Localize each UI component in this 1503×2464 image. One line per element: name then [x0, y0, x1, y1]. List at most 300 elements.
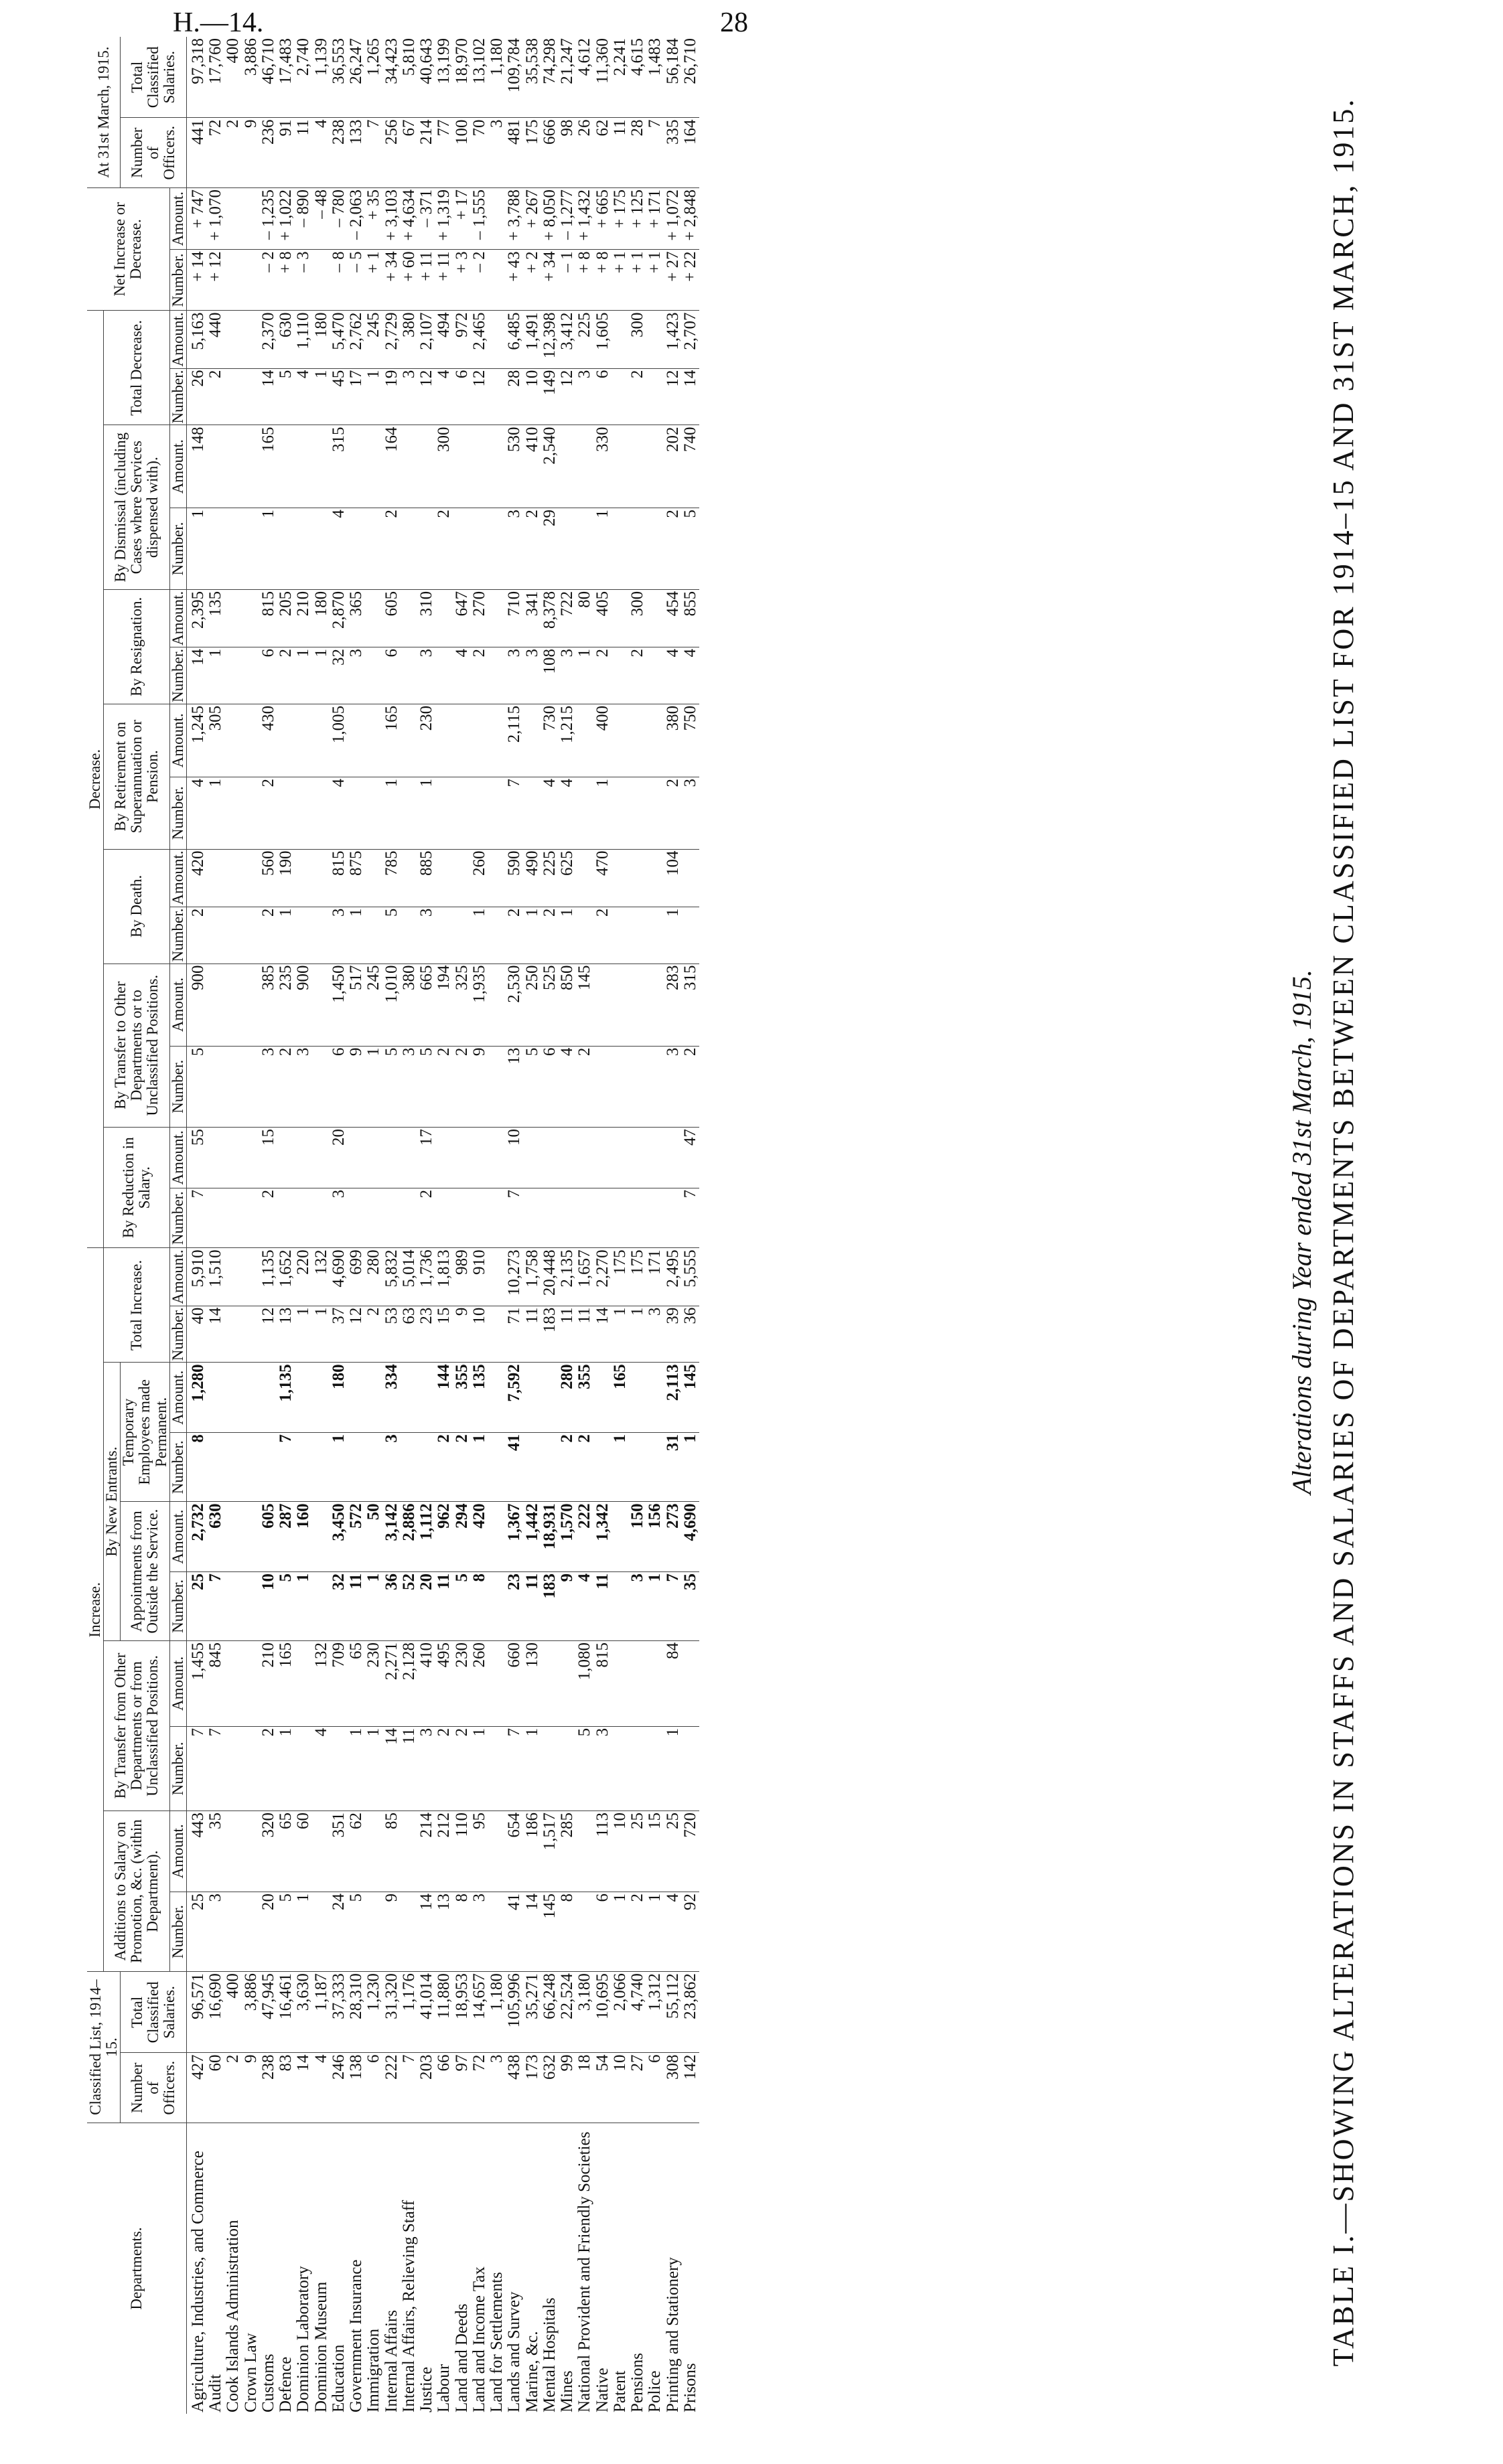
table-cell — [277, 1127, 295, 1188]
department-name: Defence — [277, 2356, 295, 2412]
table-cell — [646, 368, 664, 425]
table-cell — [629, 1726, 646, 1811]
table-row — [365, 37, 382, 2414]
table-cell: 590 — [506, 849, 523, 907]
table-cell — [629, 1188, 646, 1248]
table-cell: 1 — [277, 907, 295, 964]
table-cell — [612, 1046, 629, 1127]
table-cell — [682, 1641, 699, 1727]
table-cell: 2 — [541, 907, 559, 964]
table-row — [559, 37, 576, 2414]
table-cell — [242, 1127, 260, 1188]
table-cell: 214 — [418, 1811, 435, 1892]
table-cell: 2,066 — [612, 1972, 629, 2053]
table-cell — [612, 849, 629, 907]
table-cell: 3 — [488, 2053, 506, 2123]
table-cell — [295, 508, 312, 590]
table-cell: 885 — [418, 849, 435, 907]
table-cell: 230 — [365, 1641, 382, 1727]
table-cell — [295, 777, 312, 850]
table-cell: 1 — [576, 647, 593, 704]
table-cell: 37 — [330, 1306, 348, 1363]
table-cell — [224, 1306, 242, 1363]
table-cell — [435, 1188, 453, 1248]
table-cell: 62 — [594, 118, 612, 188]
table-cell: + 35 — [365, 187, 382, 249]
table-cell — [453, 907, 471, 964]
table-cell — [629, 1046, 646, 1127]
table-cell: 36 — [383, 1571, 401, 1640]
table-cell — [224, 425, 242, 508]
table-cell: 26,710 — [682, 37, 699, 118]
table-cell — [629, 907, 646, 964]
table-cell: 1,455 — [186, 1641, 207, 1727]
table-cell: 14,657 — [471, 1972, 488, 2053]
table-cell: 17 — [418, 1127, 435, 1188]
table-cell: 440 — [207, 311, 224, 368]
table-cell: 1 — [664, 1726, 682, 1811]
table-cell: 1,180 — [488, 1972, 506, 2053]
col-amount-4: Amount. — [169, 1248, 186, 1306]
table-title: TABLE I.—SHOWING ALTERATIONS IN STAFFS AND SALARIES OF DEPARTMENTS BETWEEN CLASSIFIED LIST FOR 1914–15 AND 31ST MARCH, 1915. — [1327, 97, 1360, 2367]
table-cell — [576, 1188, 593, 1248]
table-cell: 9 — [453, 1306, 471, 1363]
table-cell: 1 — [383, 777, 401, 850]
table-cell — [629, 704, 646, 777]
table-cell: 12 — [664, 368, 682, 425]
table-cell — [224, 1726, 242, 1811]
table-cell: 1 — [664, 907, 682, 964]
table-cell: + 1 — [365, 250, 382, 311]
table-cell — [242, 777, 260, 850]
table-cell — [242, 311, 260, 368]
table-cell: 7 — [646, 118, 664, 188]
department-name: Land and Deeds — [452, 2303, 471, 2412]
table-cell: 15 — [260, 1127, 277, 1188]
table-cell — [313, 1188, 330, 1248]
table-cell: – 2 — [471, 250, 488, 311]
table-cell: 1,605 — [594, 311, 612, 368]
table-cell — [313, 425, 330, 508]
table-cell: 7 — [506, 1188, 523, 1248]
col-amount-10: Amount. — [169, 425, 186, 508]
table-cell — [313, 907, 330, 964]
table-cell: 2 — [418, 1188, 435, 1248]
table-cell: 16,461 — [277, 1972, 295, 2053]
table-cell — [435, 907, 453, 964]
col-number-8: Number. — [169, 777, 186, 850]
table-cell: 325 — [453, 964, 471, 1046]
table-cell — [295, 907, 312, 964]
table-cell: 4 — [541, 777, 559, 850]
table-cell: 3 — [295, 1046, 312, 1127]
table-cell — [488, 1306, 506, 1363]
table-cell: 10,273 — [506, 1248, 523, 1306]
table-cell — [365, 647, 382, 704]
table-cell: + 665 — [594, 187, 612, 249]
table-cell: 1,813 — [435, 1248, 453, 1306]
table-cell — [207, 1188, 224, 1248]
table-cell: 135 — [207, 589, 224, 647]
table-cell: 1 — [612, 1306, 629, 1363]
table-cell — [401, 1892, 418, 1971]
col-new-entrants: By New Entrants. — [104, 1363, 121, 1641]
table-cell — [559, 1641, 576, 1727]
table-cell: + 267 — [524, 187, 541, 249]
table-cell — [646, 1363, 664, 1433]
table-cell: 3 — [646, 1306, 664, 1363]
table-cell: 2 — [383, 508, 401, 590]
table-cell: 25 — [186, 1571, 207, 1640]
table-cell: 41,014 — [418, 1972, 435, 2053]
table-cell — [471, 1188, 488, 1248]
table-cell: 5,910 — [186, 1248, 207, 1306]
table-cell — [224, 1127, 242, 1188]
table-cell: 1 — [629, 1306, 646, 1363]
table-cell: 230 — [453, 1641, 471, 1727]
table-cell — [224, 1188, 242, 1248]
table-cell: 1,280 — [186, 1363, 207, 1433]
table-cell — [224, 1363, 242, 1433]
table-cell — [629, 1433, 646, 1502]
table-cell: 53 — [383, 1306, 401, 1363]
table-cell — [576, 508, 593, 590]
table-cell — [207, 1046, 224, 1127]
table-cell: 1,758 — [524, 1248, 541, 1306]
table-cell: 165 — [260, 425, 277, 508]
table-cell: 35 — [207, 1811, 224, 1892]
col-amount-9: Amount. — [169, 589, 186, 647]
table-cell: 320 — [260, 1811, 277, 1892]
table-cell: 26,247 — [348, 37, 365, 118]
table-cell: 23 — [418, 1306, 435, 1363]
table-cell: 1 — [365, 1046, 382, 1127]
table-cell — [277, 425, 295, 508]
department-name: Prisons — [681, 2363, 699, 2412]
department-name: Dominion Laboratory — [294, 2266, 313, 2412]
table-cell: 647 — [453, 589, 471, 647]
table-cell: 133 — [348, 118, 365, 188]
table-cell: 315 — [330, 425, 348, 508]
table-cell: 55 — [186, 1127, 207, 1188]
col-salaries-1915: Total Classified Salaries. — [121, 37, 187, 118]
table-cell — [365, 1811, 382, 1892]
table-cell — [313, 1046, 330, 1127]
table-cell: 335 — [664, 118, 682, 188]
table-cell: 355 — [576, 1363, 593, 1433]
table-cell: 9 — [242, 2053, 260, 2123]
table-cell: 2,395 — [186, 589, 207, 647]
table-cell — [242, 250, 260, 311]
table-cell: 2 — [224, 2053, 242, 2123]
table-cell: 180 — [330, 1363, 348, 1433]
table-cell — [471, 508, 488, 590]
table-cell: 150 — [629, 1502, 646, 1572]
table-cell: 438 — [506, 2053, 523, 2123]
table-cell: 3 — [418, 647, 435, 704]
table-cell: 1 — [594, 508, 612, 590]
table-cell: – 780 — [330, 187, 348, 249]
table-cell — [313, 250, 330, 311]
table-cell: 149 — [541, 368, 559, 425]
col-additions: Additions to Salary on Promotion, &c. (within Department). — [104, 1811, 170, 1971]
table-cell: 156 — [646, 1502, 664, 1572]
table-cell: – 2 — [260, 250, 277, 311]
table-cell: + 11 — [418, 250, 435, 311]
table-cell — [453, 704, 471, 777]
col-amount-6: Amount. — [169, 964, 186, 1046]
table-cell — [576, 907, 593, 964]
department-name: Mines — [558, 2370, 577, 2412]
table-cell: 2 — [260, 777, 277, 850]
table-cell: 722 — [559, 589, 576, 647]
table-cell — [488, 589, 506, 647]
table-cell: 230 — [418, 704, 435, 777]
table-cell: 1 — [313, 647, 330, 704]
table-cell: 2 — [207, 368, 224, 425]
table-cell — [224, 368, 242, 425]
table-cell: 7 — [277, 1433, 295, 1502]
table-cell: + 60 — [401, 250, 418, 311]
table-cell: 21,247 — [559, 37, 576, 118]
table-row — [418, 37, 435, 2414]
table-cell: 7 — [506, 777, 523, 850]
table-cell: 341 — [524, 589, 541, 647]
table-cell: 144 — [435, 1363, 453, 1433]
col-net-change: Net Increase or Decrease. — [87, 187, 169, 310]
table-cell: + 34 — [541, 250, 559, 311]
table-cell: + 1,319 — [435, 187, 453, 249]
table-cell: + 8 — [277, 250, 295, 311]
table-cell: 8 — [453, 1892, 471, 1971]
table-cell: 365 — [348, 589, 365, 647]
table-cell: 525 — [541, 964, 559, 1046]
table-cell — [576, 704, 593, 777]
table-row — [348, 37, 365, 2414]
table-cell: 97 — [453, 2053, 471, 2123]
table-cell — [260, 1433, 277, 1502]
table-cell: + 175 — [612, 187, 629, 249]
department-name: Internal Affairs — [382, 2310, 401, 2412]
table-cell: 36,553 — [330, 37, 348, 118]
department-name: Audit — [206, 2374, 225, 2412]
table-cell: 25 — [186, 1892, 207, 1971]
table-cell: 22,524 — [559, 1972, 576, 2053]
table-cell: 12 — [348, 1306, 365, 1363]
table-cell: 100 — [453, 118, 471, 188]
table-cell: 1,112 — [418, 1502, 435, 1572]
table-cell: 20 — [418, 1571, 435, 1640]
table-cell: 1 — [295, 647, 312, 704]
table-cell: 183 — [541, 1306, 559, 1363]
table-cell: 250 — [524, 964, 541, 1046]
department-name: Labour — [435, 2364, 453, 2412]
table-cell — [365, 1188, 382, 1248]
table-cell — [224, 964, 242, 1046]
table-cell: 4 — [313, 2053, 330, 2123]
table-cell — [401, 589, 418, 647]
table-cell: 3 — [401, 368, 418, 425]
table-cell: 2 — [435, 1433, 453, 1502]
table-cell: 245 — [365, 964, 382, 1046]
table-cell — [524, 777, 541, 850]
table-cell — [207, 849, 224, 907]
table-cell: 17,760 — [207, 37, 224, 118]
table-cell — [576, 425, 593, 508]
table-cell: 850 — [559, 964, 576, 1046]
table-cell: 97,318 — [186, 37, 207, 118]
table-cell: 23 — [506, 1571, 523, 1640]
table-cell: + 1,432 — [576, 187, 593, 249]
table-cell — [488, 704, 506, 777]
table-cell: 25 — [629, 1811, 646, 1892]
department-name: Native — [593, 2368, 612, 2412]
table-cell: 7 — [207, 1571, 224, 1640]
table-cell: 441 — [186, 118, 207, 188]
col-departments: Departments. — [87, 2123, 186, 2414]
table-cell — [224, 508, 242, 590]
table-cell: 3 — [330, 907, 348, 964]
table-cell: 5 — [383, 907, 401, 964]
table-cell: + 171 — [646, 187, 664, 249]
table-cell — [646, 1433, 664, 1502]
col-number-6: Number. — [169, 1046, 186, 1127]
table-cell: 1 — [418, 777, 435, 850]
table-cell: 5 — [453, 1571, 471, 1640]
table-cell — [435, 849, 453, 907]
table-cell — [224, 187, 242, 249]
table-cell — [576, 1127, 593, 1188]
table-cell: 10 — [471, 1306, 488, 1363]
table-cell: 5 — [383, 1046, 401, 1127]
table-cell: 14 — [383, 1726, 401, 1811]
table-cell: 4 — [682, 647, 699, 704]
table-cell: 3 — [418, 907, 435, 964]
table-cell: + 8 — [594, 250, 612, 311]
table-cell — [524, 1363, 541, 1433]
table-cell: 1,245 — [186, 704, 207, 777]
table-cell: 2 — [277, 647, 295, 704]
table-cell — [435, 647, 453, 704]
table-cell — [348, 1188, 365, 1248]
table-cell: 175 — [612, 1248, 629, 1306]
table-cell: + 1,070 — [207, 187, 224, 249]
table-cell: 238 — [260, 2053, 277, 2123]
table-cell — [488, 311, 506, 368]
table-cell — [612, 368, 629, 425]
table-row — [186, 37, 207, 2414]
table-cell: 1 — [471, 907, 488, 964]
table-cell: 165 — [383, 704, 401, 777]
table-cell — [277, 1188, 295, 1248]
table-cell: 190 — [277, 849, 295, 907]
table-cell: 32 — [330, 1571, 348, 1640]
table-cell: 310 — [418, 589, 435, 647]
table-body — [186, 37, 699, 2414]
table-cell: 3 — [506, 647, 523, 704]
table-cell: 285 — [559, 1811, 576, 1892]
department-name: Government Insurance — [347, 2259, 366, 2412]
table-cell — [277, 777, 295, 850]
department-name: Internal Affairs, Relieving Staff — [399, 2200, 418, 2412]
table-cell — [524, 704, 541, 777]
table-cell: 91 — [277, 118, 295, 188]
table-cell: 2,270 — [594, 1248, 612, 1306]
table-cell: 2 — [277, 1046, 295, 1127]
col-retirement: By Retirement on Superannuation or Pension. — [104, 704, 170, 849]
table-cell — [242, 1046, 260, 1127]
table-cell — [242, 1502, 260, 1572]
table-cell: 35 — [682, 1571, 699, 1640]
department-name: Land and Income Tax — [470, 2266, 488, 2412]
table-cell — [295, 1188, 312, 1248]
table-cell: 6 — [383, 647, 401, 704]
table-cell — [594, 1188, 612, 1248]
table-cell — [277, 704, 295, 777]
table-cell: 2,370 — [260, 311, 277, 368]
table-cell: 2,465 — [471, 311, 488, 368]
table-cell: 17,483 — [277, 37, 295, 118]
table-cell: 3,886 — [242, 1972, 260, 2053]
table-cell: 109,784 — [506, 37, 523, 118]
table-cell: 2,271 — [383, 1641, 401, 1727]
table-cell: 28,310 — [348, 1972, 365, 2053]
table-cell — [559, 1726, 576, 1811]
table-cell: 2 — [664, 508, 682, 590]
department-name: Education — [329, 2344, 348, 2412]
col-dismissal: By Dismissal (including Cases where Services dispensed with). — [104, 425, 170, 589]
table-cell: 815 — [330, 849, 348, 907]
table-cell: 47 — [682, 1127, 699, 1188]
table-cell — [242, 964, 260, 1046]
table-cell: 3 — [559, 647, 576, 704]
table-cell: 1 — [348, 907, 365, 964]
table-cell — [207, 1363, 224, 1433]
table-cell: 11 — [612, 118, 629, 188]
table-cell: 104 — [664, 849, 682, 907]
table-cell: 1 — [313, 1306, 330, 1363]
table-cell — [594, 1046, 612, 1127]
table-cell — [242, 647, 260, 704]
table-cell: 380 — [664, 704, 682, 777]
table-cell: 260 — [471, 849, 488, 907]
table-cell: 67 — [401, 118, 418, 188]
table-cell: 855 — [682, 589, 699, 647]
table-row — [242, 37, 260, 2414]
table-cell: 13 — [506, 1046, 523, 1127]
table-cell: – 48 — [313, 187, 330, 249]
table-cell — [401, 849, 418, 907]
table-cell: 405 — [594, 589, 612, 647]
table-cell — [242, 1363, 260, 1433]
table-cell: + 14 — [186, 250, 207, 311]
table-cell: 2 — [629, 647, 646, 704]
table-cell: 287 — [277, 1502, 295, 1572]
table-cell: 12 — [471, 368, 488, 425]
table-cell: – 1,555 — [471, 187, 488, 249]
table-cell: 7 — [186, 1726, 207, 1811]
table-cell: 31,320 — [383, 1972, 401, 2053]
table-cell: 3 — [471, 1892, 488, 1971]
table-cell: – 2,063 — [348, 187, 365, 249]
table-cell: + 1,022 — [277, 187, 295, 249]
table-cell: 6 — [453, 368, 471, 425]
table-cell: 730 — [541, 704, 559, 777]
table-cell: 171 — [646, 1248, 664, 1306]
table-cell: 35,538 — [524, 37, 541, 118]
table-cell: 210 — [295, 589, 312, 647]
table-cell: 66,248 — [541, 1972, 559, 2053]
